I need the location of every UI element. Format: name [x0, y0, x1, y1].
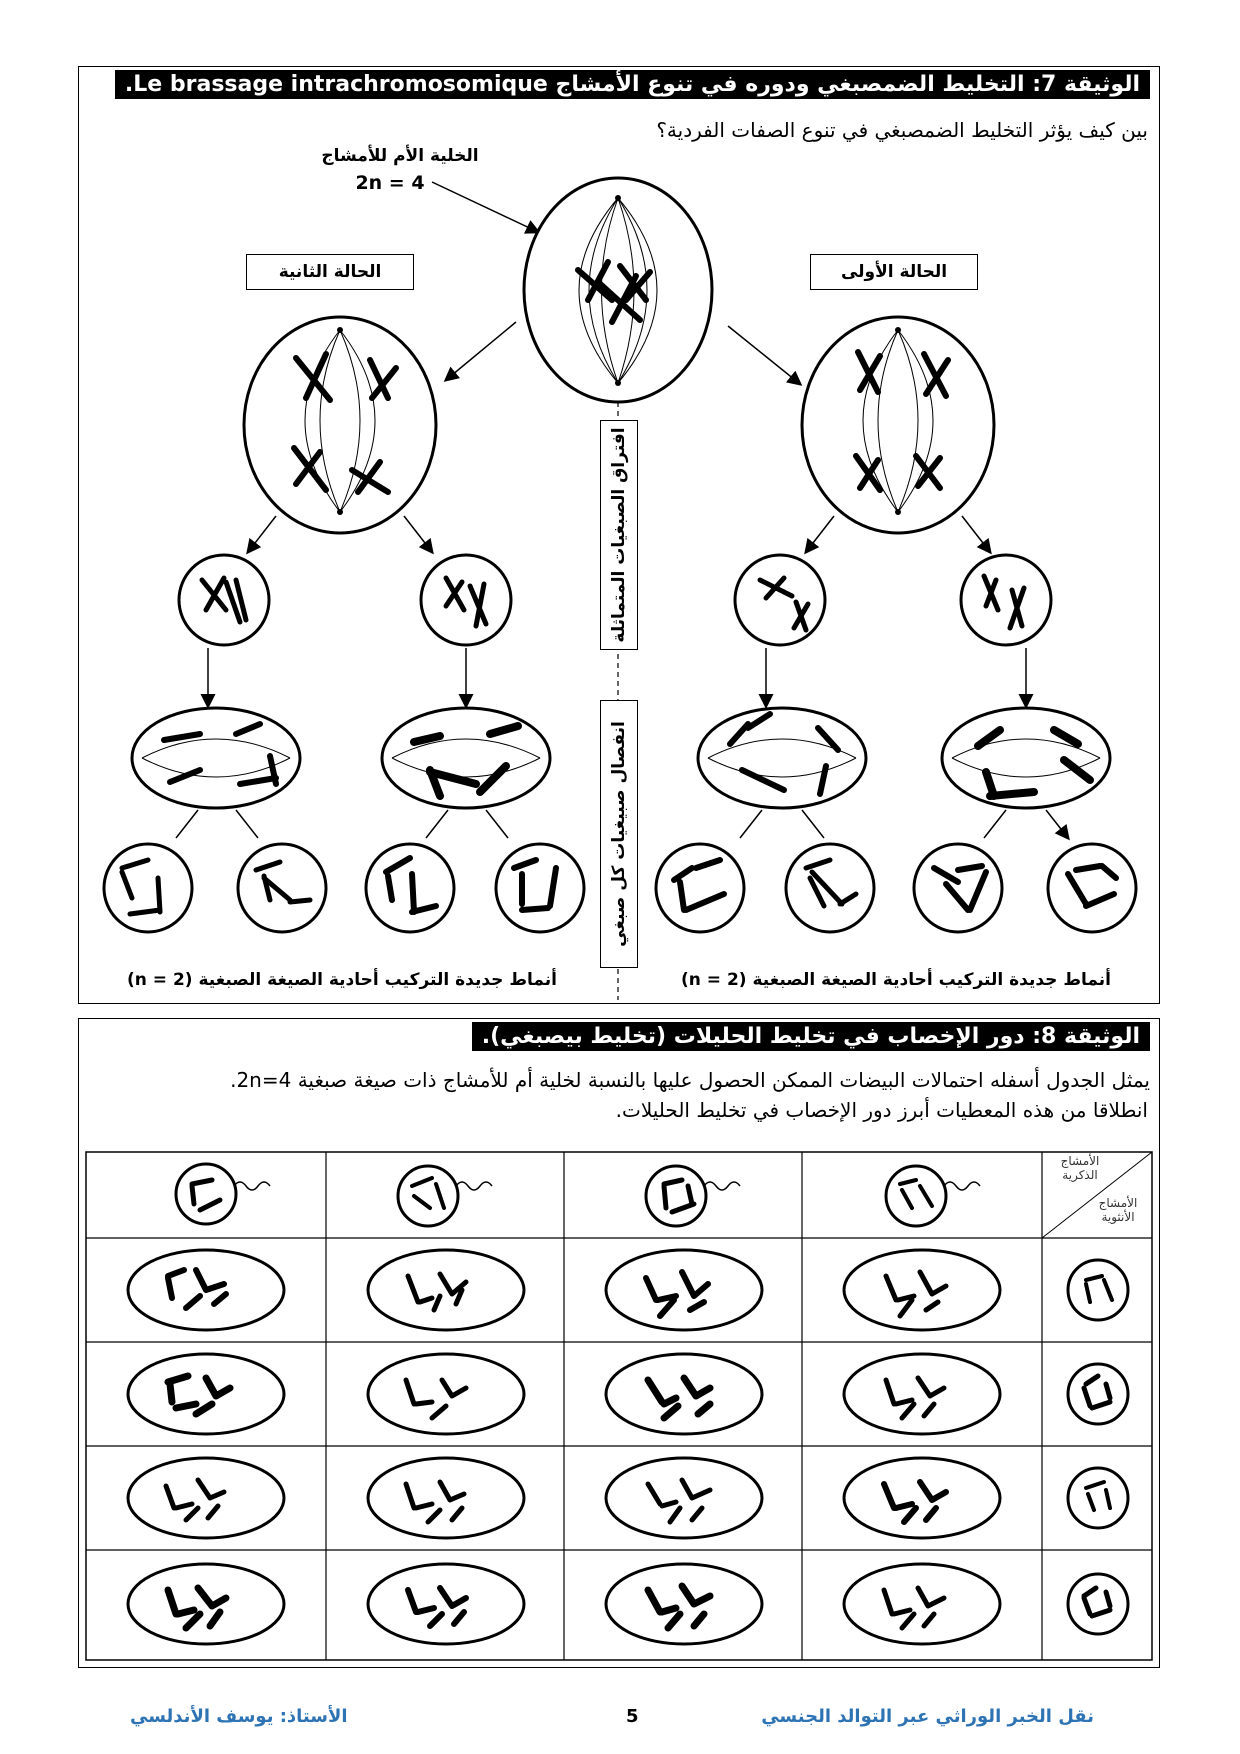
corner-female-gametes: الأمشاج الأنثوية	[1098, 1196, 1138, 1224]
corner-male-gametes: الأمشاج الذكرية	[1060, 1154, 1100, 1182]
case-one-cell	[802, 317, 994, 533]
chromatid-separation-label-box	[600, 700, 638, 968]
document-8-line-1: يمثل الجدول أسفله احتمالات البيضات الممكن الحصول عليها بالنسبة لخلية أم للأمشاج ذات صيغة صبغية 2n=4.	[230, 1068, 1150, 1092]
mother-cell-ploidy: 2n = 4	[355, 172, 425, 194]
case-two-label: الحالة الثانية	[246, 254, 414, 290]
footer-page-number: 5	[626, 1706, 639, 1727]
document-8-line-2: انطلاقا من هذه المعطيات أبرز دور الإخصاب في تخليط الحليلات.	[615, 1098, 1148, 1122]
fertilization-table	[78, 1140, 1160, 1680]
footer-teacher: الأستاذ: يوسف الأندلسي	[130, 1706, 348, 1727]
case-two-cell	[244, 317, 436, 533]
case-one-label: الحالة الأولى	[810, 254, 978, 290]
document-7-title: الوثيقة 7: التخليط الضمصبغي ودوره في تنوع الأمشاج Le brassage intrachromosomique.	[115, 70, 1150, 99]
mother-cell	[524, 178, 712, 402]
chromatid-separation-label: انفصال صبيغيات كل صبغي	[609, 721, 629, 947]
document-8-title: الوثيقة 8: دور الإخصاب في تخليط الحليلات (تخليط بيصبغي).	[472, 1022, 1150, 1051]
footer-chapter-title: نقل الخبر الوراثي عبر التوالد الجنسي	[761, 1706, 1094, 1727]
homolog-separation-label: افتراق الصبغيات المتماثلة	[609, 427, 629, 643]
homolog-separation-label-box	[600, 420, 638, 650]
new-types-left-caption: أنماط جديدة التركيب أحادية الصيغة الصبغية (n = 2)	[126, 970, 557, 990]
document-7-question: بين كيف يؤثر التخليط الضمصبغي في تنوع الصفات الفردية؟	[656, 118, 1148, 142]
new-types-right-caption: أنماط جديدة التركيب أحادية الصيغة الصبغية (n = 2)	[680, 970, 1111, 990]
arrow-to-mother-cell	[432, 182, 538, 232]
mother-cell-label: الخلية الأم للأمشاج	[321, 146, 479, 166]
